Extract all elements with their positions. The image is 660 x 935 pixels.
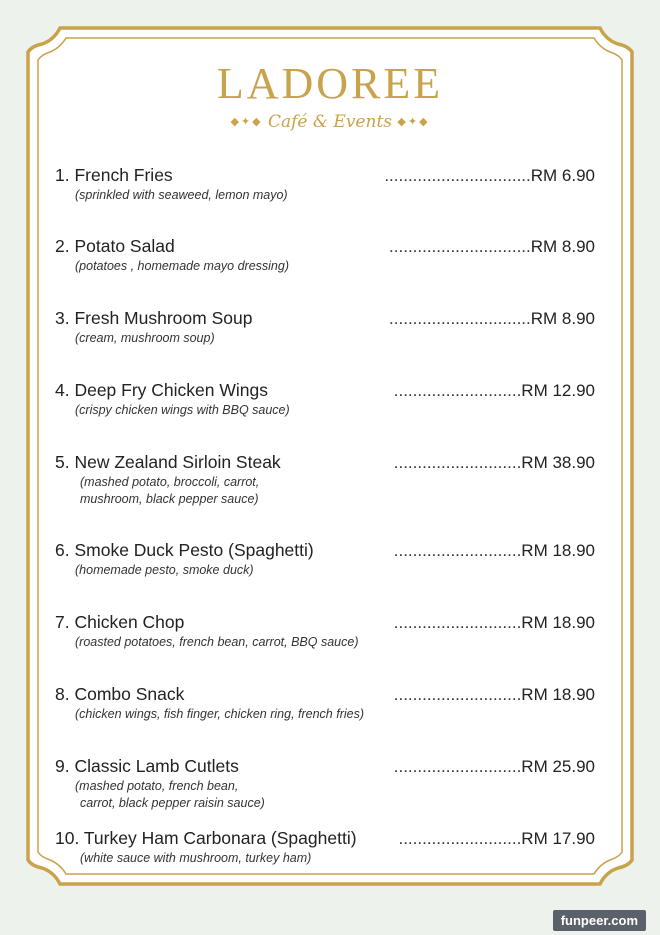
menu-item-name: 8. Combo Snack [55,684,185,704]
price-value: RM 17.90 [521,829,595,848]
menu-item-desc: mushroom, black pepper sauce) [80,492,259,506]
menu-item [55,828,600,867]
price-leader: .......................... [398,829,522,848]
menu-item-price [389,308,595,329]
price-leader: ........................... [393,685,522,704]
menu-item-price [394,612,595,633]
price-leader: ........................... [393,757,522,776]
menu-item-name: 4. Deep Fry Chicken Wings [55,380,268,400]
menu-item-name: 1. French Fries [55,165,173,185]
brand-tagline [0,112,660,132]
menu-item-name: 10. Turkey Ham Carbonara (Spaghetti) [55,828,357,848]
menu-item [55,452,600,508]
menu-item-price [398,828,595,849]
tagline-ornament-right: ◆✦◆ [397,115,430,128]
price-value: RM 12.90 [521,381,595,400]
price-leader: ........................... [393,541,522,560]
menu-item-desc: (roasted potatoes, french bean, carrot, BBQ sauce) [75,635,359,649]
menu-item-desc: (chicken wings, fish finger, chicken ring, french fries) [75,707,365,721]
menu-item [55,165,600,204]
price-value: RM 6.90 [530,166,595,185]
menu-item-price [384,165,595,186]
menu-item-name: 7. Chicken Chop [55,612,185,632]
menu-item-desc: (sprinkled with seaweed, lemon mayo) [75,188,288,202]
menu-item-price [394,756,595,777]
menu-item-desc: (mashed potato, french bean, [75,779,239,793]
price-value: RM 38.90 [521,453,595,472]
price-value: RM 25.90 [521,757,595,776]
price-leader: ........................... [393,613,522,632]
menu-item-desc: (white sauce with mushroom, turkey ham) [80,851,312,865]
price-value: RM 18.90 [521,541,595,560]
menu-item-desc: (crispy chicken wings with BBQ sauce) [75,403,290,417]
menu-item-name: 9. Classic Lamb Cutlets [55,756,239,776]
menu-item-price [394,452,595,473]
menu-item [55,236,600,275]
menu-item-desc: (homemade pesto, smoke duck) [75,563,254,577]
menu-item-name: 2. Potato Salad [55,236,175,256]
menu-item [55,684,600,723]
menu-item-desc: carrot, black pepper raisin sauce) [80,796,265,810]
price-leader: ........................... [393,453,522,472]
menu-item-name: 6. Smoke Duck Pesto (Spaghetti) [55,540,314,560]
menu-item-name: 3. Fresh Mushroom Soup [55,308,253,328]
menu-item-price [394,380,595,401]
price-leader: .............................. [389,237,531,256]
price-leader: .............................. [389,309,531,328]
menu-item [55,612,600,651]
menu-item [55,756,600,812]
price-value: RM 18.90 [521,685,595,704]
price-leader: ............................... [384,166,531,185]
tagline-text: Café & Events [267,112,392,132]
tagline-ornament-left: ◆✦◆ [230,115,263,128]
price-value: RM 8.90 [530,309,595,328]
menu-item-desc: (potatoes , homemade mayo dressing) [75,259,289,273]
menu-item [55,540,600,579]
menu-item-price [389,236,595,257]
menu-item-desc: (cream, mushroom soup) [75,331,215,345]
brand-title: LADOREE [216,59,444,108]
price-leader: ........................... [393,381,522,400]
menu-item-price [394,684,595,705]
price-value: RM 18.90 [521,613,595,632]
menu-item-desc: (mashed potato, broccoli, carrot, [80,475,260,489]
price-value: RM 8.90 [530,237,595,256]
menu-item-name: 5. New Zealand Sirloin Steak [55,452,281,472]
menu-item-price [394,540,595,561]
menu-item [55,308,600,347]
watermark: funpeer.com [553,910,646,931]
menu-item [55,380,600,419]
